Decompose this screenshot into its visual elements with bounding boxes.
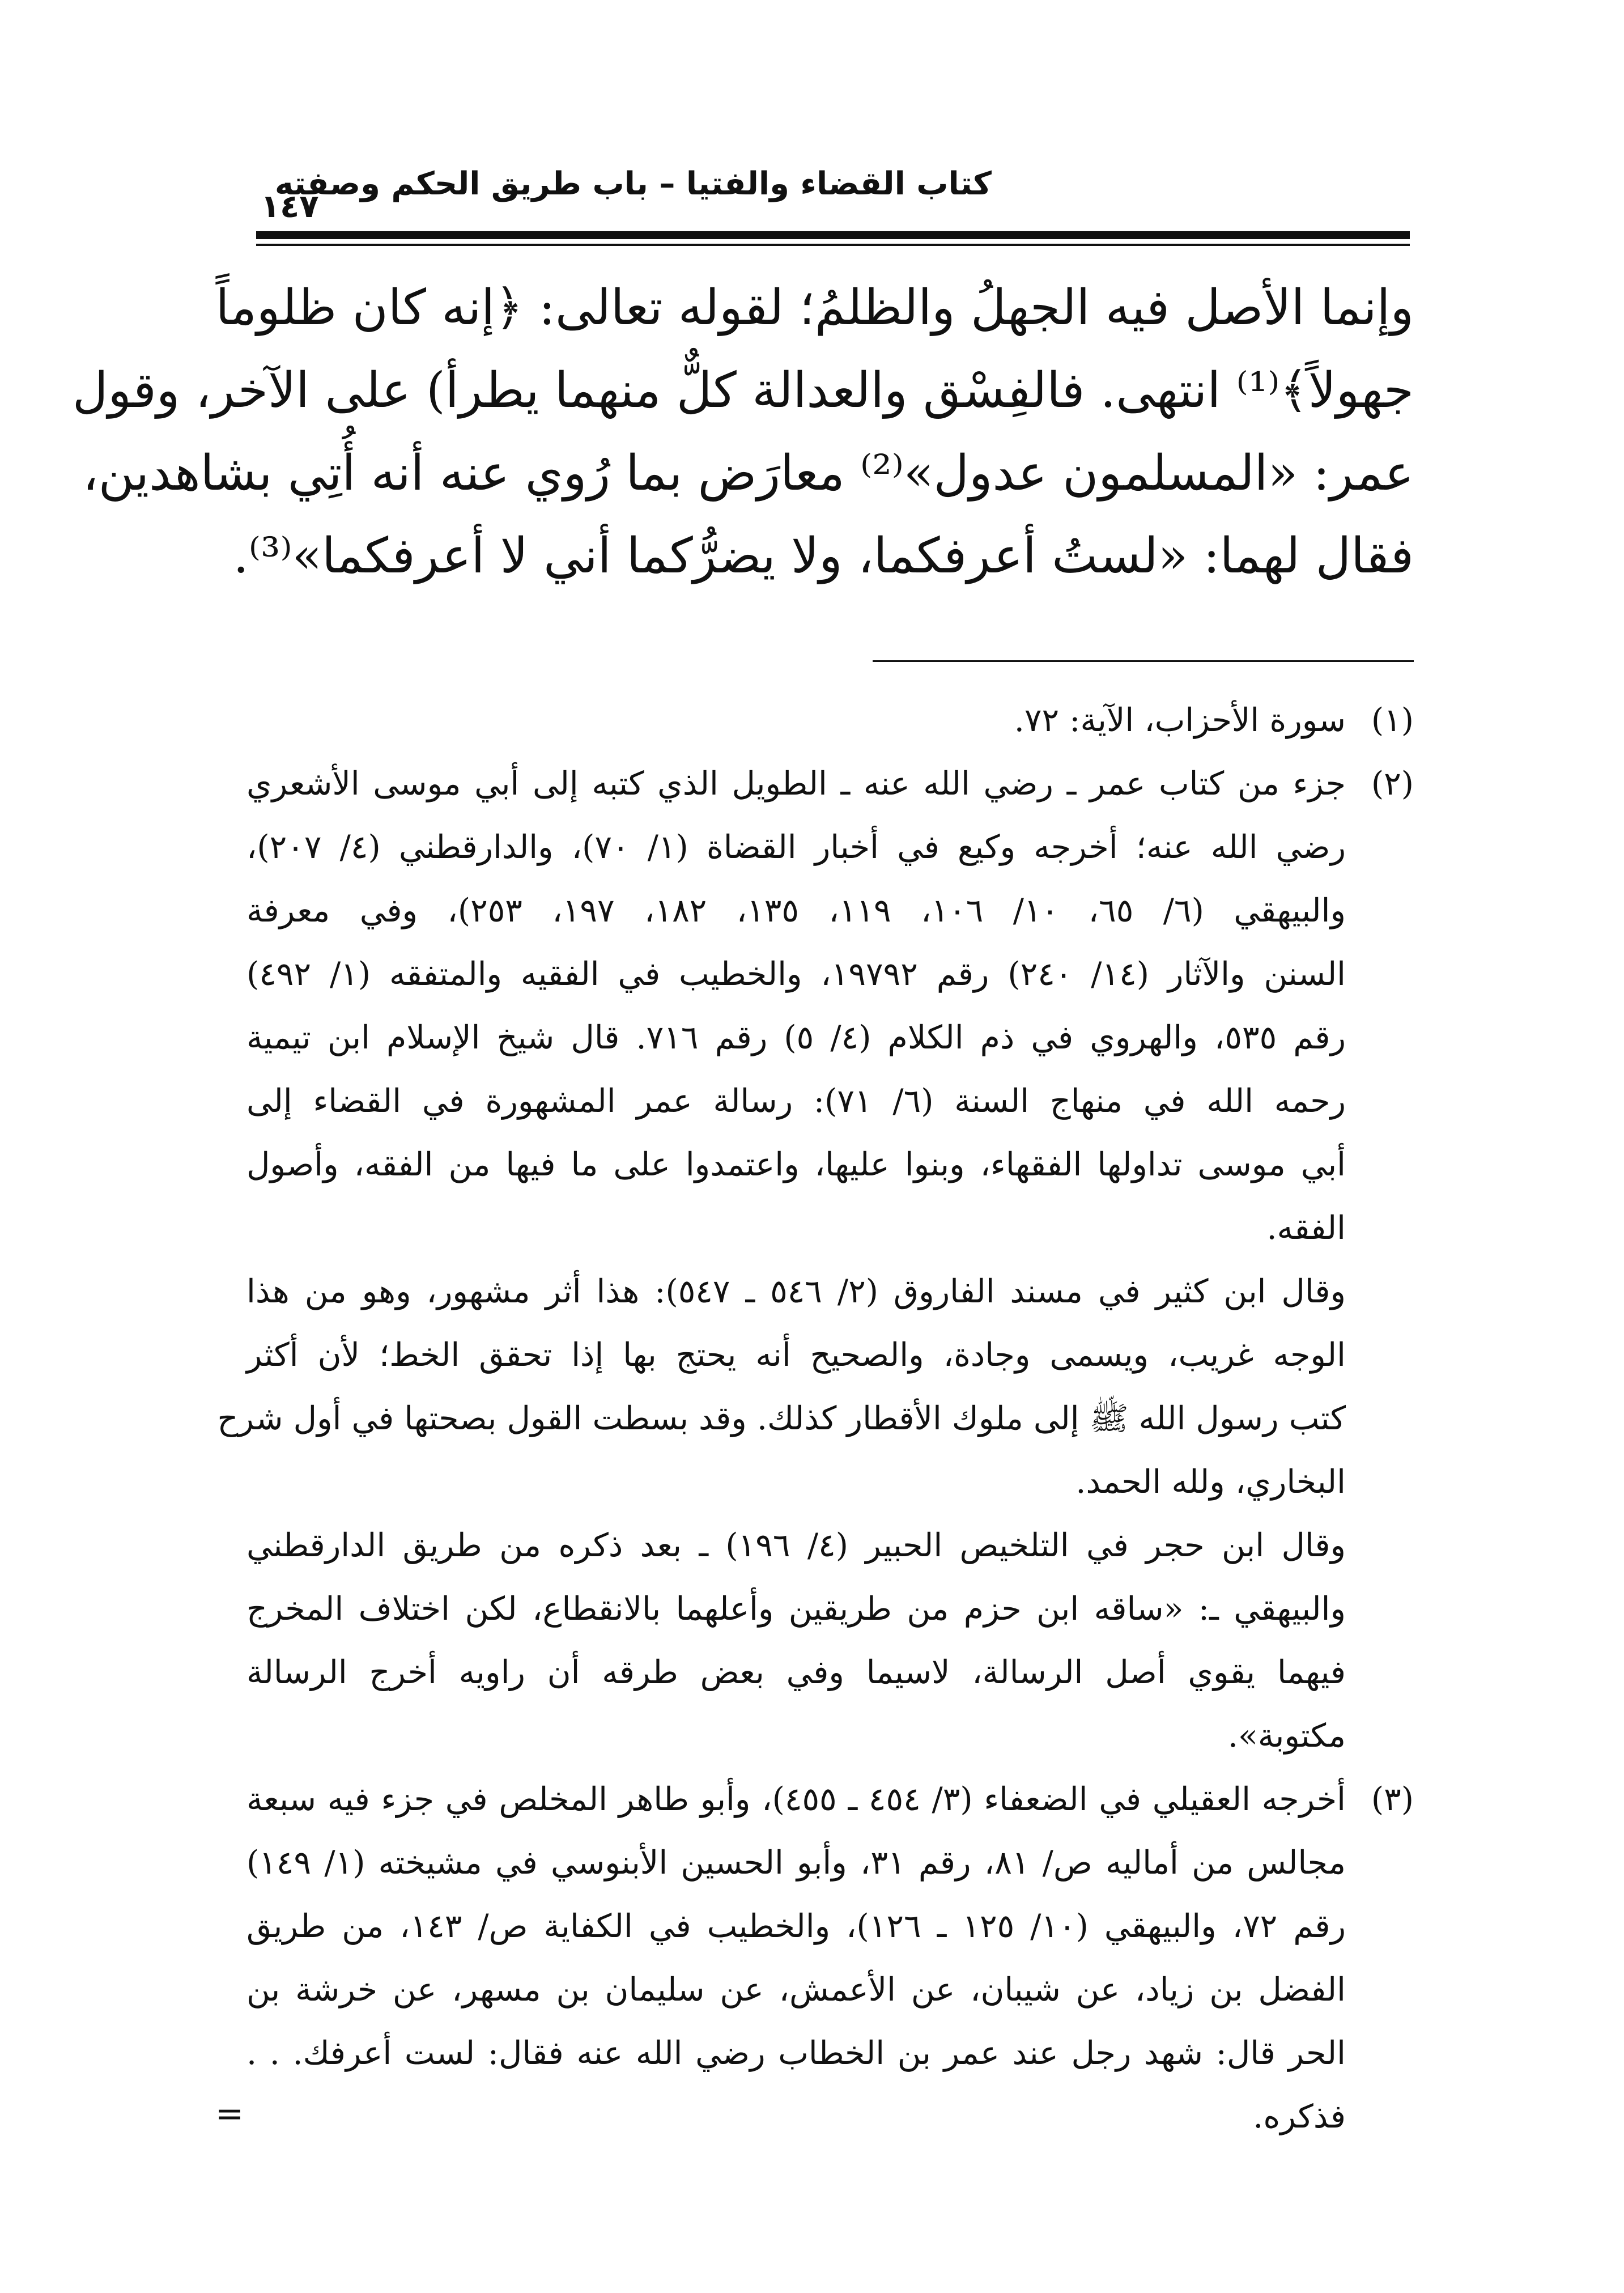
footnote-2	[246, 752, 1414, 1260]
footnote-line: جزء من كتاب عمر ـ رضي الله عنه ـ الطويل الذي كتبه إلى أبي موسى الأشعري	[246, 765, 1346, 802]
running-title: كتاب القضاء والفتيا – باب طريق الحكم وصفته	[274, 165, 992, 202]
main-text-line: فقال لهما: «لستُ أعرفكما، ولا يضرُّكما أني لا أعرفكما»⁽³⁾.	[233, 528, 1414, 584]
footnote-line: كتب رسول الله ﷺ إلى ملوك الأقطار كذلك. وقد بسطت القول بصحتها في أول شرح	[217, 1400, 1346, 1437]
page-number: ١٤٧	[261, 188, 319, 225]
footnote-number: (٢)	[1371, 765, 1414, 802]
footnote-separator	[873, 660, 1414, 662]
footnote-line: وقال ابن كثير في مسند الفاروق (٢/ ٥٤٦ ـ ٥٤٧): هذا أثر مشهور، وهو من هذا	[246, 1273, 1346, 1310]
footnote-content	[246, 752, 1346, 1260]
footnote-line: أخرجه العقيلي في الضعفاء (٣/ ٤٥٤ ـ ٤٥٥)، وأبو طاهر المخلص في جزء فيه سبعة	[246, 1781, 1346, 1818]
header-rule-thick	[256, 231, 1410, 239]
footnote-number: (١)	[1371, 702, 1414, 739]
footnotes	[217, 689, 1414, 2148]
footnote-line: أبي موسى تداولها الفقهاء، وبنوا عليها، واعتمدوا على ما فيها من الفقه، وأصول	[246, 1146, 1346, 1183]
footnote-line: الفضل بن زياد، عن شيبان، عن الأعمش، عن سليمان بن مسهر، عن خرشة بن	[246, 1971, 1346, 2009]
main-text-line: جهولاً﴾⁽¹⁾ انتهى. فالفِسْق والعدالة كلٌّ منهما يطرأ) على الآخر، وقول	[72, 362, 1414, 419]
footnote-content	[217, 1260, 1346, 1514]
footnote-line: مكتوبة».	[1227, 1717, 1346, 1755]
footnote-content	[246, 1768, 1346, 2148]
footnote-3	[246, 1768, 1414, 2148]
page-header	[249, 159, 1411, 238]
footnote-content	[246, 689, 1346, 752]
footnote-line: رقم ٧٢، والبيهقي (١٠/ ١٢٥ ـ ١٢٦)، والخطيب في الكفاية ص/ ١٤٣، من طريق	[246, 1908, 1346, 1945]
footnote-line: فيهما يقوي أصل الرسالة، لاسيما وفي بعض طرقه أن راويه أخرج الرسالة	[246, 1654, 1346, 1691]
main-text-line: عمر: «المسلمون عدول»⁽²⁾ معارَض بما رُوي عنه أنه أُتِي بشاهدين،	[82, 445, 1414, 502]
footnote-line: والبيهقي ـ: «ساقه ابن حزم من طريقين وأعلهما بالانقطاع، لكن اختلاف المخرج	[246, 1590, 1346, 1628]
continuation-mark: =	[215, 2094, 244, 2134]
main-text-line: وإنما الأصل فيه الجهلُ والظلمُ؛ لقوله تعالى: ﴿إنه كان ظلوماً	[215, 279, 1414, 336]
footnote-line: وقال ابن حجر في التلخيص الحبير (٤/ ١٩٦) ـ بعد ذكره من طريق الدارقطني	[246, 1527, 1346, 1564]
footnote-number: (٣)	[1371, 1781, 1414, 1818]
footnote-line: سورة الأحزاب، الآية: ٧٢.	[1014, 702, 1346, 739]
footnote-line: السنن والآثار (١٤/ ٢٤٠) رقم ١٩٧٩٢، والخطيب في الفقيه والمتفقه (١/ ٤٩٢)	[246, 956, 1346, 993]
footnote-line: فذكره.	[1253, 2098, 1346, 2135]
footnote-1	[246, 689, 1414, 752]
footnote-content	[246, 1514, 1346, 1768]
footnote-line: مجالس من أماليه ص/ ٨١، رقم ٣١، وأبو الحسين الأبنوسي في مشيخته (١/ ١٤٩)	[246, 1844, 1346, 1882]
footnote-2-paragraph-3	[246, 1514, 1414, 1768]
header-rule-thin	[256, 244, 1410, 246]
footnote-line: البخاري، ولله الحمد.	[1075, 1463, 1346, 1501]
footnote-line: الوجه غريب، ويسمى وجادة، والصحيح أنه يحتج بها إذا تحقق الخط؛ لأن أكثر	[246, 1336, 1346, 1374]
main-text	[72, 266, 1414, 597]
footnote-line: والبيهقي (٦/ ٦٥، ١٠/ ١٠٦، ١١٩، ١٣٥، ١٨٢، ١٩٧، ٢٥٣)، وفي معرفة	[246, 892, 1346, 929]
footnote-line: الحر قال: شهد رجل عند عمر بن الخطاب رضي الله عنه فقال: لست أعرفك. . .	[246, 2035, 1346, 2072]
footnote-line: رقم ٥٣٥، والهروي في ذم الكلام (٤/ ٥) رقم ٧١٦. قال شيخ الإسلام ابن تيمية	[246, 1019, 1346, 1056]
footnote-line: رضي الله عنه؛ أخرجه وكيع في أخبار القضاة (١/ ٧٠)، والدارقطني (٤/ ٢٠٧)،	[246, 829, 1346, 866]
footnote-line: الفقه.	[1266, 1209, 1346, 1247]
footnote-2-paragraph-2	[217, 1260, 1414, 1514]
footnote-line: رحمه الله في منهاج السنة (٦/ ٧١): رسالة عمر المشهورة في القضاء إلى	[246, 1082, 1346, 1120]
